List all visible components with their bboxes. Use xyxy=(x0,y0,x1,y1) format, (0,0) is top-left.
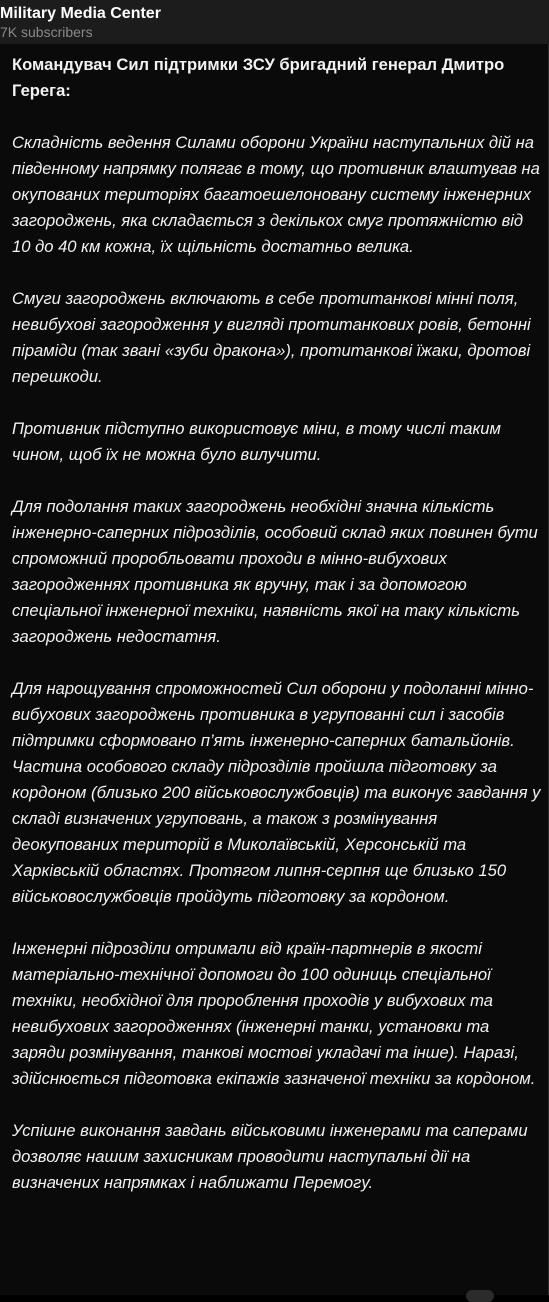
message-headline: Командувач Сил підтримки ЗСУ бригадний генерал Дмитро Герега: xyxy=(12,55,505,100)
message-paragraph: Інженерні підрозділи отримали від країн-партнерів в якості матеріально-технічної допомоги до 100 одиниць спеціальної техніки, необхідної для пророблення проходів у вибухових та невибухових загородженнях (інженерні танки, установки та заряди розмінування, танкові мостові укладачі та інше). Наразі, здійснюється підготовка екіпажів зазначеної техніки за кордоном. xyxy=(12,939,536,1088)
message-paragraph: Противник підступно використовує міни, в тому числі таким чином, щоб їх не можна було вилучити. xyxy=(12,419,501,464)
channel-header[interactable] xyxy=(0,0,549,44)
message-paragraph: Складність ведення Силами оборони України наступальних дій на південному напрямку полягає в тому, що противник влаштував на окупованих територіях багатоешелоновану систему інженерних загороджень, яка складається з декількох смуг протяжністю від 10 до 40 км кожна, їх щільність достатньо велика. xyxy=(12,133,540,256)
channel-title[interactable]: Military Media Center xyxy=(0,5,161,22)
subscriber-count: 7K subscribers xyxy=(0,24,93,40)
message-paragraph: Для подолання таких загороджень необхідні значна кількість інженерно-саперних підрозділів, особовий склад яких повинен бути спроможний проробльовати проходи в мінно-вибухових загородженнях противника як вручну, так і за допомогою спеціальної інженерної техніки, наявність якої на таку кількість загороджень недостатня. xyxy=(12,497,538,646)
message-paragraph: Смуги загороджень включають в себе протитанкові мінні поля, невибухові загородження у вигляді протитанкових ровів, бетонні піраміди (так звані «зуби дракона»), протитанкові їжаки, дротові перешкоди. xyxy=(12,289,531,386)
scroll-down-button[interactable] xyxy=(466,1290,494,1302)
message-paragraph: Успішне виконання завдань військовими інженерами та саперами дозволяє нашим захисникам проводити наступальні дії на визначених напрямках і наближати Перемогу. xyxy=(12,1121,528,1192)
message-post xyxy=(0,44,549,1295)
message-text xyxy=(12,52,542,1196)
message-paragraph: Для нарощування спроможностей Сил оборони у подоланні мінно-вибухових загороджень противника в угрупованні сил і засобів підтримки сформовано п’ять інженерно-саперних батальйонів. Частина особового складу підрозділів пройшла підготовку за кордоном (близько 200 військовослужбовців) та виконує завдання у складі визначених угруповань, а також з розмінування деокупованих територій в Миколаївській, Херсонській та Харківській областях. Протягом липня-серпня ще близько 150 військовослужбовців пройдуть підготовку за кордоном. xyxy=(12,679,541,906)
